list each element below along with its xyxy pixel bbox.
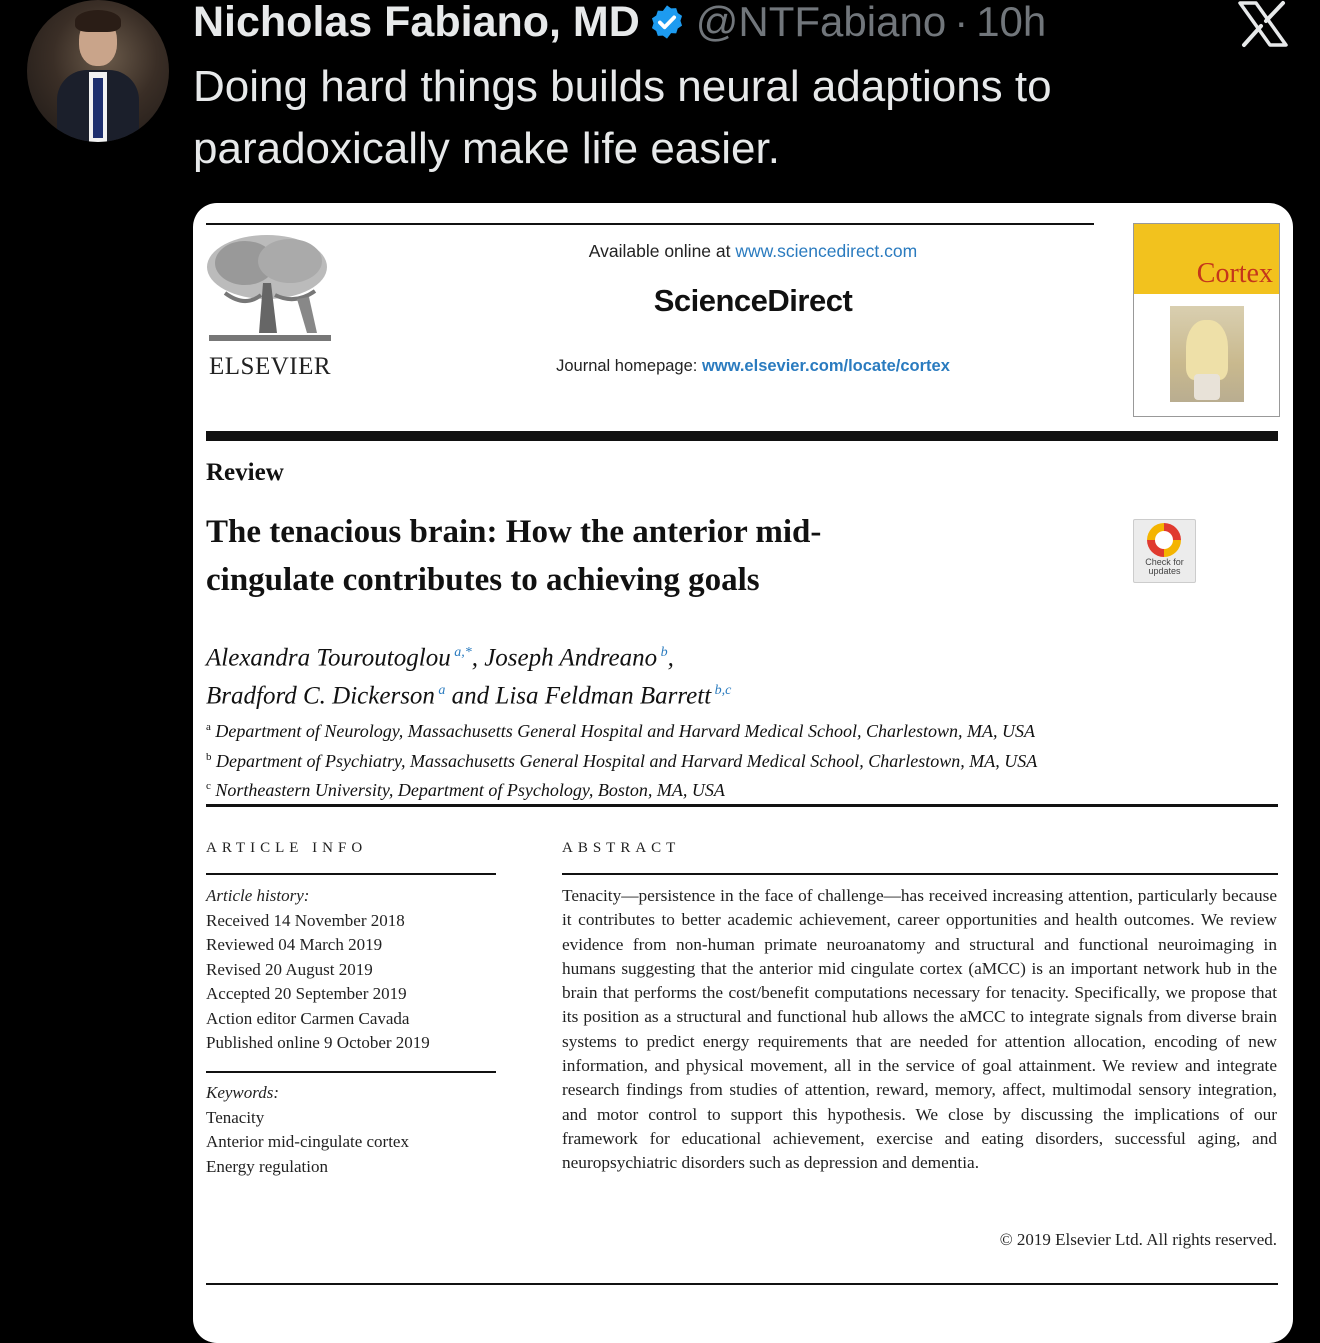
tweet-header <box>193 0 1046 50</box>
check-updates-line-1: Check for <box>1145 557 1184 567</box>
article-history <box>206 884 430 1056</box>
check-updates-line-2: updates <box>1148 566 1181 576</box>
history-item: Accepted 20 September 2019 <box>206 984 407 1003</box>
author-affiliation-mark: b,c <box>711 683 732 699</box>
display-name[interactable]: Nicholas Fabiano, MD <box>193 0 640 46</box>
article-title <box>206 508 1066 604</box>
author-separator: , <box>471 644 485 672</box>
keywords-rule <box>206 1071 496 1073</box>
affiliation-mark: b <box>206 750 212 763</box>
affiliation-mark: c <box>206 780 211 792</box>
copyright: © 2019 Elsevier Ltd. All rights reserved. <box>999 1230 1277 1249</box>
author-separator: and <box>445 682 496 710</box>
available-prefix: Available online at <box>588 241 736 261</box>
history-item: Action editor Carmen Cavada <box>206 1008 410 1028</box>
article-title-line-2: cingulate contributes to achieving goals <box>206 562 760 598</box>
author-separator: , <box>667 644 674 672</box>
homepage-prefix: Journal homepage: <box>556 357 702 375</box>
history-label: Article history: <box>206 886 310 905</box>
article-info-header: ARTICLE INFO <box>206 840 368 856</box>
keywords <box>206 1081 409 1179</box>
header-thick-rule <box>206 431 1278 441</box>
available-online <box>193 241 1293 262</box>
separator-dot: · <box>954 0 969 45</box>
article-info-rule <box>206 873 496 875</box>
handle[interactable]: @NTFabiano <box>695 0 947 45</box>
article-title-line-1: The tenacious brain: How the anterior mid- <box>206 514 822 550</box>
cover-flower <box>1186 320 1228 380</box>
affiliation-item <box>206 745 1037 775</box>
author-line-2 <box>206 674 731 712</box>
affiliation-mark: a <box>206 721 211 733</box>
elsevier-wordmark: ELSEVIER <box>209 353 332 380</box>
affiliation-text: Northeastern University, Department of Psychology, Boston, MA, USA <box>210 780 725 800</box>
history-item: Reviewed 04 March 2019 <box>206 935 383 954</box>
check-updates-label <box>1134 558 1195 576</box>
tweet-text: Doing hard things builds neural adaptions to paradoxically make life easier. <box>193 62 1052 173</box>
affiliations-rule <box>206 804 1278 807</box>
history-item: Received 14 November 2018 <box>206 910 405 930</box>
verified-badge-icon <box>648 3 686 41</box>
x-logo-icon[interactable] <box>1236 0 1290 48</box>
history-item: Revised 20 August 2019 <box>206 959 373 979</box>
author-name[interactable]: Alexandra Touroutoglou <box>206 644 451 672</box>
keyword-item: Energy regulation <box>206 1156 328 1176</box>
sciencedirect-link[interactable]: www.sciencedirect.com <box>735 241 918 261</box>
abstract-header: ABSTRACT <box>562 840 681 856</box>
author-name[interactable]: Bradford C. Dickerson <box>206 682 435 710</box>
avatar-hair <box>75 10 121 32</box>
author-name[interactable]: Lisa Feldman Barrett <box>495 682 712 710</box>
affiliations <box>206 715 1037 804</box>
tweet-media-image[interactable] <box>193 203 1293 1343</box>
keyword-item: Anterior mid-cingulate cortex <box>206 1132 409 1151</box>
avatar-tie <box>93 78 103 138</box>
author-affiliation-mark: a <box>434 683 446 699</box>
bottom-rule <box>206 1283 1278 1285</box>
abstract-rule <box>562 873 1278 875</box>
journal-cover-image <box>1133 223 1280 417</box>
keywords-label: Keywords: <box>206 1083 280 1102</box>
check-for-updates-button[interactable] <box>1133 519 1196 583</box>
timestamp[interactable]: 10h <box>976 0 1047 45</box>
cover-title: Cortex <box>1196 258 1273 289</box>
article-type: Review <box>206 459 284 486</box>
keyword-item: Tenacity <box>206 1107 265 1127</box>
journal-homepage <box>193 357 1293 376</box>
author-name[interactable]: Joseph Andreano <box>484 644 658 672</box>
abstract-text: Tenacity—persistence in the face of challenge—has received increasing attention, particularly because it contributes to better academic achievement, career opportunities and health outcomes. We review evidence from non-human primate neuroanatomy and structural and functional neuroimaging in humans suggesting that the anterior mid cingulate cortex (aMCC) is an important network hub in the brain that performs the cost/benefit computations necessary for tenacity. Specifically, we propose that its position as a structural and functional hub allows the aMCC to integrate signals from diverse brain systems to predict energy requirements that are needed for attention allocation, encoding of new information, and physical movement, all in the service of goal attainment. We review and integrate research findings from studies of attention, reward, memory, affect, multimodal sensory integration, and motor control to support this hypothesis. We close by discussing the implications of our framework for educational achievement, exercise and eating disorders, successful aging, and neuropsychiatric disorders such as depression and dementia. <box>562 886 1277 1173</box>
avatar[interactable] <box>27 0 169 142</box>
affiliation-item <box>206 774 1037 804</box>
history-item: Published online 9 October 2019 <box>206 1033 430 1052</box>
affiliation-item <box>206 715 1037 745</box>
affiliation-text: Department of Neurology, Massachusetts General Hospital and Harvard Medical School, Charlestown, MA, USA <box>210 721 1035 741</box>
journal-homepage-link[interactable]: www.elsevier.com/locate/cortex <box>701 357 950 375</box>
author-affiliation-mark: b <box>657 645 668 660</box>
top-rule <box>206 223 1094 225</box>
sciencedirect-wordmark: ScienceDirect <box>653 283 853 318</box>
check-updates-icon <box>1147 523 1181 557</box>
author-list <box>206 636 731 713</box>
affiliation-text: Department of Psychiatry, Massachusetts General Hospital and Harvard Medical School, Charlestown, MA, USA <box>211 750 1038 771</box>
cover-vase <box>1194 374 1220 400</box>
author-line-1 <box>206 636 731 674</box>
author-affiliation-mark: a,* <box>450 645 472 660</box>
